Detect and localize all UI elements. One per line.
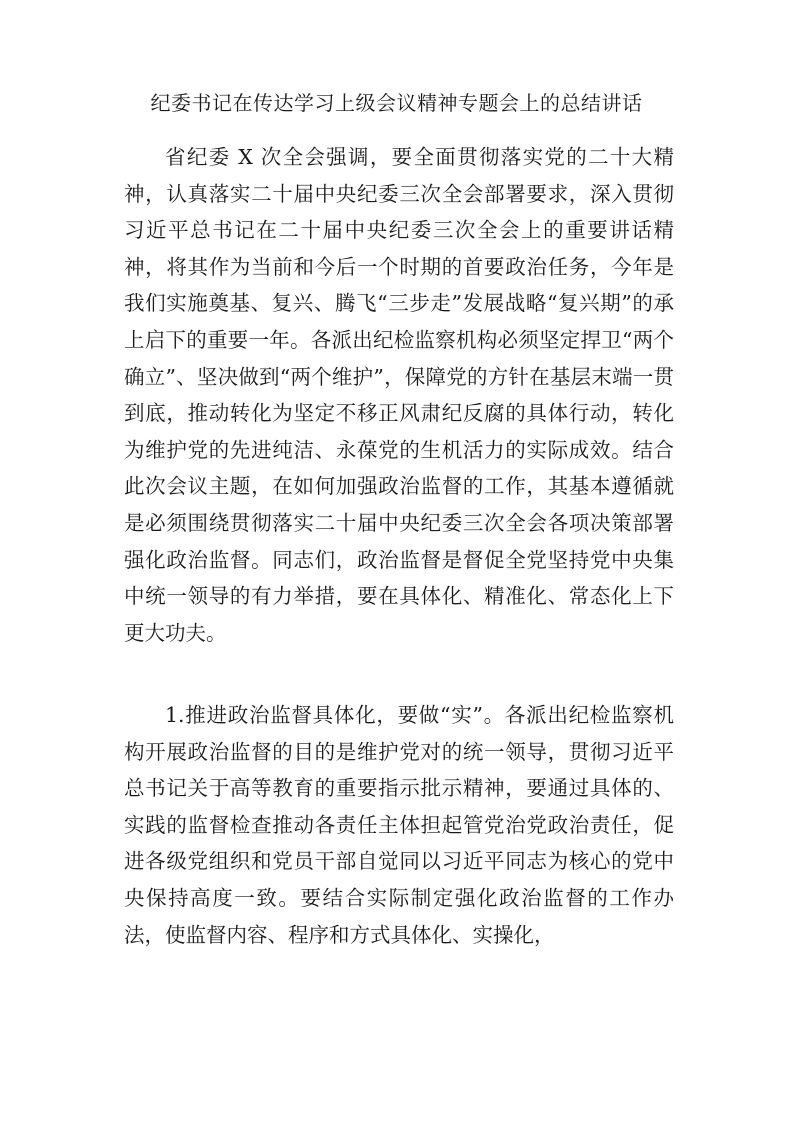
- document-title: 纪委书记在传达学习上级会议精神专题会上的总结讲话: [150, 91, 643, 115]
- paragraph-2: 1.推进政治监督具体化，要做“实”。各派出纪检监察机构开展政治监督的目的是维护党对的统一领导，贯彻习近平总书记关于高等教育的重要指示批示精神，要通过具体的、实践的监督检查推动各责任主体担起管党治党政治责任，促进各级党组织和党员干部自觉同以习近平同志为核心的党中央保持高度一致。要结合实际制定强化政治监督的工作办法，使监督内容、程序和方式具体化、实操化，: [124, 703, 674, 947]
- paragraph-1: 省纪委 X 次全会强调，要全面贯彻落实党的二十大精神，认真落实二十届中央纪委三次全会部署要求，深入贯彻习近平总书记在二十届中央纪委三次全会上的重要讲话精神，将其作为当前和今后一个时期的首要政治任务，今年是我们实施奠基、复兴、腾飞“三步走”发展战略“复兴期”的承上启下的重要一年。各派出纪检监察机构必须坚定捍卫“两个确立”、坚决做到“两个维护”，保障党的方针在基层末端一贯到底，推动转化为坚定不移正风肃纪反腐的具体行动，转化为维护党的先进纯洁、永葆党的生机活力的实际成效。结合此次会议主题，在如何加强政治监督的工作，其基本遵循就是必须围绕贯彻落实二十届中央纪委三次全会各项决策部署强化政治监督。同志们，政治监督是督促全党坚持党中央集中统一领导的有力举措，要在具体化、精准化、常态化上下更大功夫。: [124, 145, 674, 645]
